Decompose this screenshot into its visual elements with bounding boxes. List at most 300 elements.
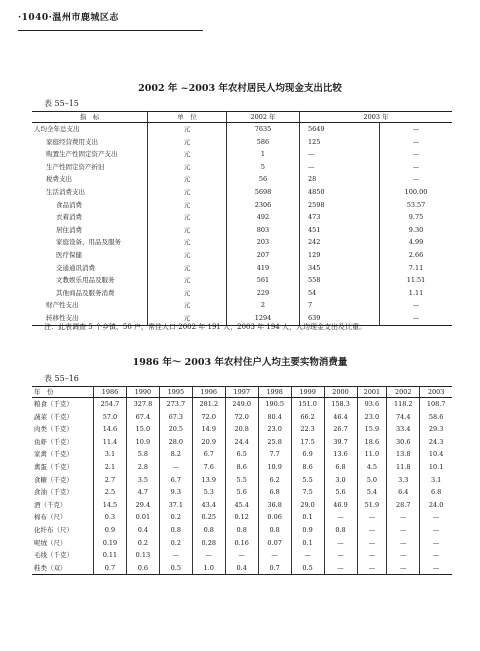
- table2-cell-value: 3.1: [94, 448, 127, 461]
- table2-cell-value: 254.7: [94, 398, 127, 411]
- table1-cell-indicator: 医疗保健: [56, 250, 82, 259]
- table1-cell-2003-share: —: [380, 123, 453, 136]
- table2-cell-value: 15.0: [126, 423, 159, 436]
- table2-cell-value: 26.7: [324, 423, 357, 436]
- table2-cell-value: 9.3: [159, 486, 192, 499]
- table2-cell-value: 0.19: [94, 537, 127, 550]
- table2-cell-value: —: [387, 537, 420, 550]
- table1-row: [32, 148, 452, 161]
- table2: [32, 386, 452, 575]
- table2-cell-value: 67.3: [159, 411, 192, 424]
- header-rule: [18, 30, 203, 31]
- table2-cell-value: 118.2: [387, 398, 420, 411]
- table1-cell-2003-share: —: [380, 161, 453, 174]
- table1-title: 2002 年 ~2003 年农村居民人均现金支出比较: [138, 83, 342, 94]
- table1-header-2003: 2003 年: [300, 112, 453, 123]
- table2-cell-value: 6.5: [225, 448, 258, 461]
- table1-cell-indicator: 生产性固定资产折旧: [46, 162, 105, 171]
- table1-cell-2002: 5698: [227, 186, 300, 199]
- table2-cell-value: —: [357, 562, 387, 575]
- table1-cell-2003-amount: 4850: [300, 186, 380, 199]
- table2-cell-value: 74.4: [387, 411, 420, 424]
- table1-cell-indicator: 购置生产性固定资产支出: [46, 150, 118, 159]
- table2-cell-value: 14.9: [192, 423, 225, 436]
- table2-cell-value: —: [420, 562, 452, 575]
- table1-cell-unit: 元: [148, 274, 227, 287]
- table1-cell-2003-amount: —: [300, 148, 380, 161]
- table1-cell-2003-share: 9.30: [380, 224, 453, 237]
- table1-cell-unit: 元: [148, 136, 227, 149]
- table1-cell-indicator: 衣着消费: [56, 213, 82, 222]
- table2-cell-value: 0.8: [159, 524, 192, 537]
- table2-cell-value: 0.2: [159, 537, 192, 550]
- table2-cell-value: 2.7: [94, 474, 127, 487]
- table2-cell-item: 呢绒（尺）: [34, 538, 67, 547]
- table2-cell-value: 24.3: [420, 436, 452, 449]
- table2-cell-value: 6.7: [159, 474, 192, 487]
- table2-cell-value: 13.8: [387, 448, 420, 461]
- table2-row: [32, 537, 452, 550]
- table1-cell-2002: 803: [227, 224, 300, 237]
- table2-cell-value: 36.8: [258, 499, 291, 512]
- table1-cell-2002: 229: [227, 287, 300, 300]
- table1-cell-2003-amount: 5649: [300, 123, 380, 136]
- table1-row: [32, 287, 452, 300]
- table2-cell-value: 11.0: [357, 448, 387, 461]
- table2-header-year: 1999: [291, 387, 324, 398]
- table2-cell-value: 3.5: [126, 474, 159, 487]
- table1-cell-indicator: 食品消费: [56, 200, 82, 209]
- table2-header-year: 1990: [126, 387, 159, 398]
- table2-row: [32, 549, 452, 562]
- table2-cell-value: 4.5: [357, 461, 387, 474]
- table2-cell-value: —: [387, 511, 420, 524]
- table2-cell-value: 0.2: [159, 511, 192, 524]
- table2-cell-value: 4.7: [126, 486, 159, 499]
- table1-cell-2002: 1: [227, 148, 300, 161]
- table2-cell-value: 0.1: [291, 511, 324, 524]
- table2-cell-value: —: [420, 549, 452, 562]
- table2-cell-value: 46.4: [324, 411, 357, 424]
- table2-cell-value: 5.3: [192, 486, 225, 499]
- table2-cell-value: 30.6: [387, 436, 420, 449]
- table2-cell-item: 粮食（千克）: [34, 400, 73, 409]
- running-head: ·1040·温州市鹿城区志: [18, 13, 119, 23]
- table1-cell-2003-amount: 54: [300, 287, 380, 300]
- table1-header-row: [32, 112, 452, 123]
- table2-row: [32, 524, 452, 537]
- table2-cell-value: 80.4: [258, 411, 291, 424]
- table2-row: [32, 436, 452, 449]
- table2-row: [32, 474, 452, 487]
- table2-cell-value: 0.28: [192, 537, 225, 550]
- table2-cell-value: 158.3: [324, 398, 357, 411]
- table2-cell-value: —: [324, 562, 357, 575]
- table1-cell-2003-amount: 129: [300, 249, 380, 262]
- table2-cell-item: 家禽（千克）: [34, 450, 73, 459]
- table1-cell-2002: 56: [227, 173, 300, 186]
- table2-cell-value: 66.2: [291, 411, 324, 424]
- table1-row: [32, 236, 452, 249]
- table1-cell-2002: 1294: [227, 312, 300, 325]
- table2-header-year: 2002: [387, 387, 420, 398]
- table2-cell-value: 0.8: [192, 524, 225, 537]
- table1-cell-2003-amount: 558: [300, 274, 380, 287]
- table2-cell-value: 72.0: [225, 411, 258, 424]
- table1-cell-2003-amount: 242: [300, 236, 380, 249]
- table2-cell-value: 0.4: [225, 562, 258, 575]
- table1-cell-unit: 元: [148, 173, 227, 186]
- table2-cell-value: 33.4: [387, 423, 420, 436]
- table2-cell-value: 0.07: [258, 537, 291, 550]
- table1-cell-2003-amount: 28: [300, 173, 380, 186]
- table2-cell-value: 3.3: [387, 474, 420, 487]
- table2-cell-value: 10.1: [420, 461, 452, 474]
- table2-header-year: 2003: [420, 387, 452, 398]
- table2-cell-value: 151.0: [291, 398, 324, 411]
- table2-cell-value: —: [357, 537, 387, 550]
- table2-row: [32, 398, 452, 411]
- table1-cell-unit: 元: [148, 211, 227, 224]
- table2-cell-value: 0.9: [94, 524, 127, 537]
- table2-header-year: 1998: [258, 387, 291, 398]
- table2-cell-value: 0.13: [126, 549, 159, 562]
- table1-cell-2003-share: —: [380, 173, 453, 186]
- table2-cell-value: 13.6: [324, 448, 357, 461]
- table2-cell-value: 0.6: [126, 562, 159, 575]
- table1-cell-2003-amount: 125: [300, 136, 380, 149]
- table1-cell-2003-amount: 451: [300, 224, 380, 237]
- table2-cell-item: 化纤布（尺）: [34, 525, 73, 534]
- table2-cell-value: 0.8: [324, 524, 357, 537]
- table2-cell-value: 6.2: [258, 474, 291, 487]
- table1-cell-2003-amount: 639: [300, 312, 380, 325]
- table2-cell-value: 0.16: [225, 537, 258, 550]
- table1-cell-unit: 元: [148, 224, 227, 237]
- table2-cell-value: 23.0: [357, 411, 387, 424]
- table1-cell-unit: 元: [148, 148, 227, 161]
- table2-cell-value: 5.6: [225, 486, 258, 499]
- table2-cell-value: 67.4: [126, 411, 159, 424]
- table2-title: 1986 年～ 2003 年农村住户人均主要实物消费量: [132, 357, 348, 368]
- table2-cell-value: 2.5: [94, 486, 127, 499]
- table2-cell-value: 327.8: [126, 398, 159, 411]
- table2-cell-value: 281.2: [192, 398, 225, 411]
- table2-cell-value: 0.7: [258, 562, 291, 575]
- table2-number: 表 55–16: [44, 374, 79, 383]
- table2-cell-value: 6.8: [324, 461, 357, 474]
- table2-cell-value: 5.8: [126, 448, 159, 461]
- table2-cell-value: 10.4: [420, 448, 452, 461]
- table2-cell-value: 5.6: [324, 486, 357, 499]
- table2-cell-value: 0.8: [225, 524, 258, 537]
- table2-cell-value: 24.4: [225, 436, 258, 449]
- table2-cell-value: 0.3: [94, 511, 127, 524]
- table2-cell-value: 29.3: [420, 423, 452, 436]
- table2-cell-value: 108.7: [420, 398, 452, 411]
- table2-cell-value: 3.1: [420, 474, 452, 487]
- table1-cell-2002: 5: [227, 161, 300, 174]
- table2-cell-value: 0.25: [192, 511, 225, 524]
- table2-cell-value: 2.1: [94, 461, 127, 474]
- table1-cell-2003-amount: 473: [300, 211, 380, 224]
- table2-cell-value: —: [420, 511, 452, 524]
- table2-cell-value: 1.0: [192, 562, 225, 575]
- table2-cell-value: 0.06: [258, 511, 291, 524]
- table2-cell-value: 10.9: [258, 461, 291, 474]
- table2-cell-value: 0.4: [126, 524, 159, 537]
- table2-cell-value: 45.4: [225, 499, 258, 512]
- table2-cell-value: 39.7: [324, 436, 357, 449]
- table1-cell-2003-share: 11.51: [380, 274, 453, 287]
- table1-cell-2002: 203: [227, 236, 300, 249]
- table1-cell-2002: 2306: [227, 199, 300, 212]
- table2-cell-value: 5.0: [357, 474, 387, 487]
- table2-cell-value: —: [159, 461, 192, 474]
- table1-cell-2003-share: —: [380, 136, 453, 149]
- table1-cell-indicator: 其他商品及服务消费: [56, 288, 115, 297]
- table2-cell-item: 酒（千克）: [34, 500, 67, 509]
- table2-cell-value: —: [420, 524, 452, 537]
- table1-cell-2002: 419: [227, 262, 300, 275]
- table2-cell-value: —: [357, 524, 387, 537]
- table2-cell-item: 食糖（千克）: [34, 475, 73, 484]
- table2-cell-value: 14.6: [94, 423, 127, 436]
- table2-row: [32, 499, 452, 512]
- table2-cell-value: 37.1: [159, 499, 192, 512]
- table2-header-year: 1995: [159, 387, 192, 398]
- table2-cell-value: 5.5: [225, 474, 258, 487]
- table1-cell-2003-share: 4.99: [380, 236, 453, 249]
- table2-header-row: [32, 387, 452, 398]
- table1-cell-2003-share: 2.66: [380, 249, 453, 262]
- table2-cell-value: 11.8: [387, 461, 420, 474]
- table2-cell-value: —: [192, 549, 225, 562]
- table2-cell-value: 0.12: [225, 511, 258, 524]
- table2-cell-item: 棉布（尺）: [34, 513, 67, 522]
- table2-cell-value: —: [291, 549, 324, 562]
- table1-row: [32, 136, 452, 149]
- table2-cell-value: 5.4: [357, 486, 387, 499]
- table1-cell-2003-amount: 7: [300, 299, 380, 312]
- table1-cell-indicator: 居住消费: [56, 225, 82, 234]
- table2-cell-item: 肉类（千克）: [34, 425, 73, 434]
- table1-cell-2002: 561: [227, 274, 300, 287]
- table1-cell-2002: 2: [227, 299, 300, 312]
- table1-cell-2003-share: —: [380, 299, 453, 312]
- table2-cell-value: —: [387, 562, 420, 575]
- table2-cell-value: 0.8: [258, 524, 291, 537]
- table1-row: [32, 173, 452, 186]
- table2-cell-value: 0.1: [291, 537, 324, 550]
- table2-cell-value: 15.9: [357, 423, 387, 436]
- table2-cell-value: 22.3: [291, 423, 324, 436]
- table2-body: [32, 398, 452, 575]
- table1-cell-unit: 元: [148, 236, 227, 249]
- table2-cell-value: 72.0: [192, 411, 225, 424]
- table2-cell-item: 毛线（千克）: [34, 551, 73, 560]
- table2-cell-value: 20.8: [225, 423, 258, 436]
- table1-cell-2003-share: 1.11: [380, 287, 453, 300]
- table2-cell-value: 7.7: [258, 448, 291, 461]
- table1-row: [32, 262, 452, 275]
- table2-cell-value: 0.5: [291, 562, 324, 575]
- table2-cell-value: —: [225, 549, 258, 562]
- table1-row: [32, 274, 452, 287]
- table1-row: [32, 299, 452, 312]
- table1-cell-2003-amount: —: [300, 161, 380, 174]
- table2-cell-value: 6.4: [387, 486, 420, 499]
- table1-cell-unit: 元: [148, 186, 227, 199]
- table2-cell-value: 43.4: [192, 499, 225, 512]
- table1-cell-2003-amount: 2598: [300, 199, 380, 212]
- table1: [32, 111, 452, 326]
- table2-cell-value: 0.5: [159, 562, 192, 575]
- table2-cell-value: 29.0: [291, 499, 324, 512]
- table2-cell-value: 8.6: [225, 461, 258, 474]
- table2-cell-value: —: [420, 537, 452, 550]
- table1-cell-unit: 元: [148, 161, 227, 174]
- table1-cell-2003-share: 7.11: [380, 262, 453, 275]
- table1-row: [32, 161, 452, 174]
- table2-cell-value: 0.9: [291, 524, 324, 537]
- table2-cell-value: 93.6: [357, 398, 387, 411]
- table2-cell-value: 273.7: [159, 398, 192, 411]
- table1-row: [32, 224, 452, 237]
- table2-cell-value: —: [387, 549, 420, 562]
- table2-header-year: 1996: [192, 387, 225, 398]
- table2-row: [32, 562, 452, 575]
- table1-cell-indicator: 家庭设备、用品及服务: [56, 238, 121, 247]
- table2-row: [32, 423, 452, 436]
- table2-cell-item: 禽蛋（千克）: [34, 463, 73, 472]
- table2-cell-value: 0.11: [94, 549, 127, 562]
- table2-cell-value: —: [324, 511, 357, 524]
- table2-cell-value: 25.8: [258, 436, 291, 449]
- table2-cell-value: 13.9: [192, 474, 225, 487]
- table1-cell-unit: 元: [148, 262, 227, 275]
- table1-cell-indicator: 生活消费支出: [46, 188, 85, 197]
- table1-cell-2002: 207: [227, 249, 300, 262]
- table2-cell-value: 0.2: [126, 537, 159, 550]
- table2-cell-value: 23.0: [258, 423, 291, 436]
- table2-cell-value: —: [324, 549, 357, 562]
- table2-cell-value: 5.5: [291, 474, 324, 487]
- table2-cell-value: 58.6: [420, 411, 452, 424]
- table1-body: [32, 123, 452, 326]
- table2-cell-value: —: [159, 549, 192, 562]
- table1-cell-unit: 元: [148, 199, 227, 212]
- table1-cell-2003-share: —: [380, 312, 453, 325]
- table1-cell-unit: 元: [148, 299, 227, 312]
- table2-row: [32, 461, 452, 474]
- table2-row: [32, 511, 452, 524]
- table1-cell-indicator: 税费支出: [46, 175, 72, 184]
- table1-cell-indicator: 人均全年总支出: [34, 125, 80, 134]
- table2-header-year: 2000: [324, 387, 357, 398]
- table2-cell-value: 0.01: [126, 511, 159, 524]
- table1-cell-indicator: 家庭经营费用支出: [46, 137, 98, 146]
- table2-cell-value: 20.9: [192, 436, 225, 449]
- table2-cell-value: 28.7: [387, 499, 420, 512]
- table2-header-year: 2001: [357, 387, 387, 398]
- table2-cell-item: 鞋类（双）: [34, 563, 67, 572]
- table1-header-2002: 2002 年: [227, 112, 300, 123]
- table2-cell-value: 7.6: [192, 461, 225, 474]
- table1-cell-unit: 元: [148, 249, 227, 262]
- table1-cell-indicator: 文教娱乐用品及服务: [56, 276, 115, 285]
- table2-cell-value: 17.5: [291, 436, 324, 449]
- table2-cell-value: 6.8: [258, 486, 291, 499]
- table1-cell-unit: 元: [148, 312, 227, 325]
- table2-cell-value: 8.6: [291, 461, 324, 474]
- table2-header-year: 1997: [225, 387, 258, 398]
- table1-row: [32, 211, 452, 224]
- table2-row: [32, 411, 452, 424]
- table2-cell-value: —: [258, 549, 291, 562]
- table2-row: [32, 486, 452, 499]
- table2-cell-value: 46.9: [324, 499, 357, 512]
- table2-cell-value: 7.5: [291, 486, 324, 499]
- table2-cell-value: —: [357, 511, 387, 524]
- table1-cell-2003-share: 100.00: [380, 186, 453, 199]
- table2-cell-item: 食油（千克）: [34, 488, 73, 497]
- table2-cell-item: 鱼虾（千克）: [34, 437, 73, 446]
- table1-row: [32, 199, 452, 212]
- table2-cell-value: 20.5: [159, 423, 192, 436]
- table2-cell-value: 18.6: [357, 436, 387, 449]
- table1-cell-2003-share: 53.57: [380, 199, 453, 212]
- table2-cell-item: 蔬菜（千克）: [34, 412, 73, 421]
- table2-cell-value: 6.9: [291, 448, 324, 461]
- table1-header-unit: 单 位: [148, 112, 227, 123]
- table2-cell-value: —: [357, 549, 387, 562]
- table2-cell-value: —: [387, 524, 420, 537]
- table1-note: 注：此表调查 5 个乡镇、50 户，常住人口 2002 年 191 人，2003 年 194 人，人均现金支出及比重。: [44, 323, 366, 331]
- table2-cell-value: 6.7: [192, 448, 225, 461]
- table1-cell-unit: 元: [148, 123, 227, 136]
- table2-cell-value: 29.4: [126, 499, 159, 512]
- table2-cell-value: 249.0: [225, 398, 258, 411]
- table1-cell-indicator: 财产性支出: [46, 301, 79, 310]
- table2-cell-value: 6.8: [420, 486, 452, 499]
- table2-cell-value: 8.2: [159, 448, 192, 461]
- table1-cell-indicator: 转移性支出: [46, 313, 79, 322]
- table1-number: 表 55–15: [44, 99, 79, 108]
- table2-cell-value: —: [324, 537, 357, 550]
- table1-row: [32, 123, 452, 136]
- table2-cell-value: 190.5: [258, 398, 291, 411]
- table2-row: [32, 448, 452, 461]
- table2-header-year: 1986: [94, 387, 127, 398]
- table1-cell-2002: 492: [227, 211, 300, 224]
- table2-cell-value: 24.0: [420, 499, 452, 512]
- table1-cell-2003-share: 9.75: [380, 211, 453, 224]
- table1-row: [32, 186, 452, 199]
- table1-cell-2003-amount: 345: [300, 262, 380, 275]
- table1-cell-unit: 元: [148, 287, 227, 300]
- table2-cell-value: 28.0: [159, 436, 192, 449]
- table2-header-item: 年 份: [32, 387, 94, 398]
- table2-cell-value: 2.8: [126, 461, 159, 474]
- table1-header-indicator: 指 标: [32, 112, 148, 123]
- table2-cell-value: 3.0: [324, 474, 357, 487]
- table1-cell-2003-share: —: [380, 148, 453, 161]
- table2-cell-value: 0.7: [94, 562, 127, 575]
- table1-cell-2002: 586: [227, 136, 300, 149]
- table2-cell-value: 51.9: [357, 499, 387, 512]
- table1-cell-indicator: 交通通讯消费: [56, 263, 95, 272]
